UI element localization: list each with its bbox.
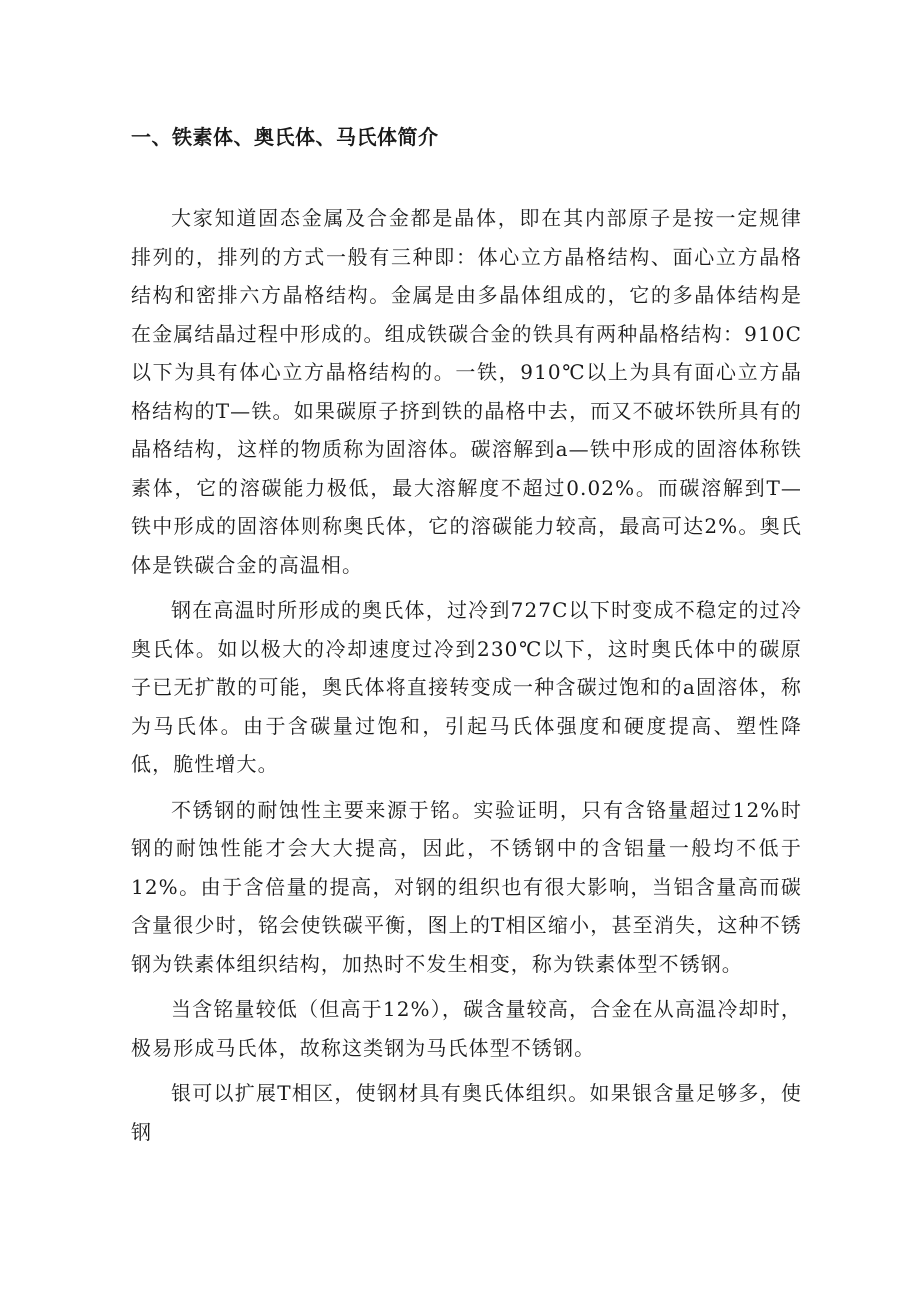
paragraph-crystal-structure: 大家知道固态金属及合金都是晶体，即在其内部原子是按一定规律排列的，排列的方式一般有三种即：体心立方晶格结构、面心立方晶格结构和密排六方晶格结构。金属是由多晶体组成的，它的多晶体结构是在金属结晶过程中形成的。组成铁碳合金的铁具有两种晶格结构：910C以下为具有体心立方晶格结构的。一铁，910℃以上为具有面心立方晶格结构的T—铁。如果碳原子挤到铁的晶格中去，而又不破坏铁所具有的晶格结构，这样的物质称为固溶体。碳溶解到a—铁中形成的固溶体称铁素体，它的溶碳能力极低，最大溶解度不超过0.02%。而碳溶解到T—铁中形成的固溶体则称奥氏体，它的溶碳能力较高，最高可达2%。奥氏体是铁碳合金的高温相。 — [131, 206, 802, 577]
paragraph-chromium-ferritic: 不锈钢的耐蚀性主要来源于铭。实验证明，只有含铬量超过12%时钢的耐蚀性能才会大大提高，因此，不锈钢中的含铝量一般均不低于12%。由于含倍量的提高，对钢的组织也有很大影响，当铝含量高而碳含量很少时，铭会使铁碳平衡，图上的T相区缩小，甚至消失，这种不锈钢为铁素体组织结构，加热时不发生相变，称为铁素体型不锈钢。 — [131, 797, 802, 976]
paragraph-martensite: 钢在高温时所形成的奥氏体，过冷到727C以下时变成不稳定的过冷奥氏体。如以极大的冷却速度过冷到230℃以下，这时奥氏体中的碳原子已无扩散的可能，奥氏体将直接转变成一种含碳过饱和的a固溶体，称为马氏体。由于含碳量过饱和，引起马氏体强度和硬度提高、塑性降低，脆性增大。 — [131, 598, 802, 776]
paragraph-austenitic: 银可以扩展T相区，使钢材具有奥氏体组织。如果银含量足够多，使钢 — [131, 1081, 802, 1144]
document-body — [131, 199, 802, 1158]
section-heading: 一、铁素体、奥氏体、马氏体简介 — [131, 125, 439, 149]
paragraph-martensitic-steel: 当含铭量较低（但高于12%），碳含量较高，合金在从高温冷却时，极易形成马氏体，故称这类钢为马氏体型不锈钢。 — [131, 997, 802, 1060]
